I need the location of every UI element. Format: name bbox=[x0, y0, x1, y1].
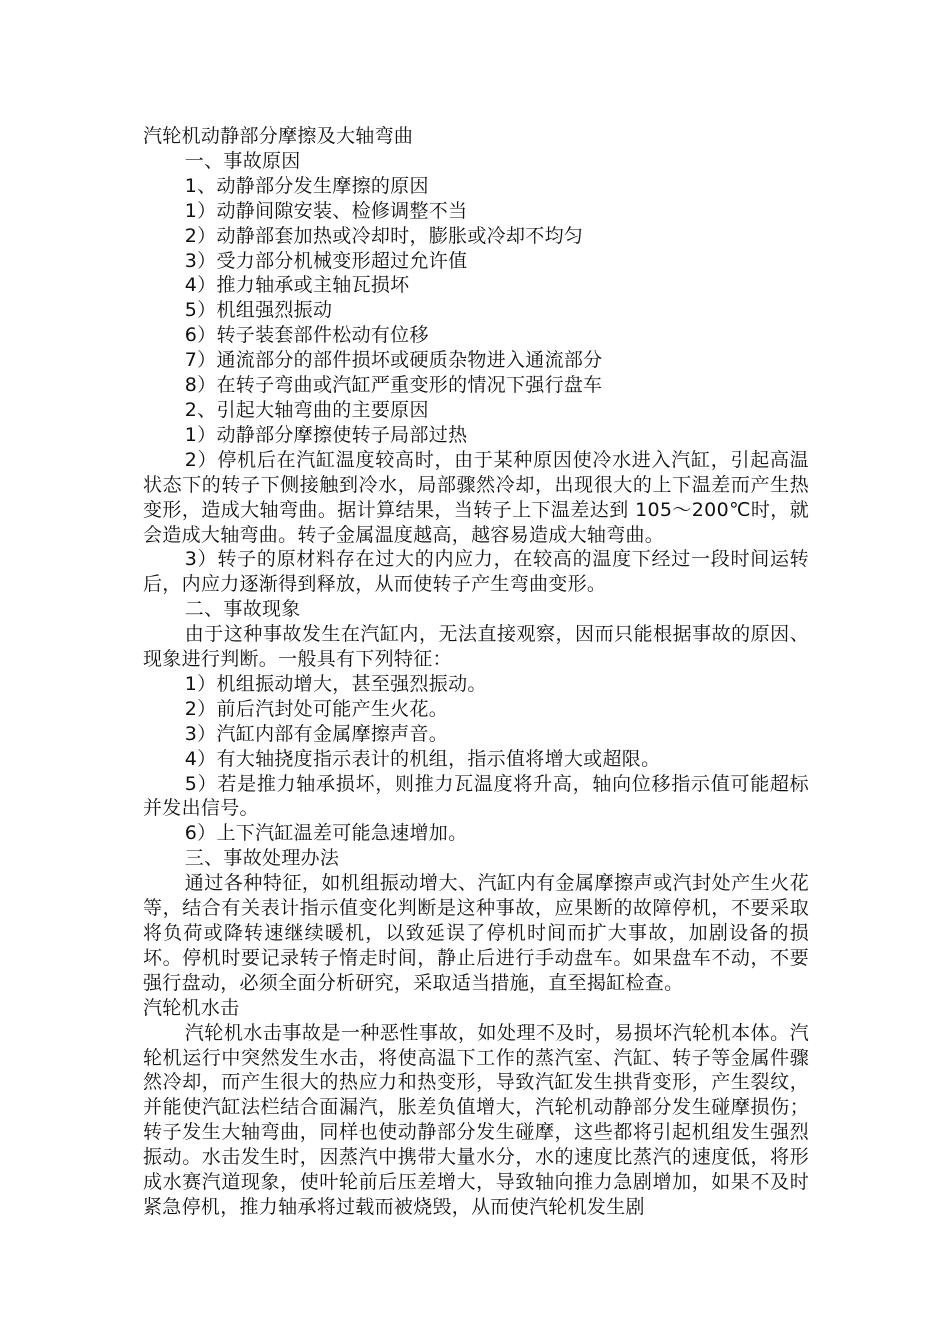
list-item: 2）停机后在汽缸温度较高时，由于某种原因使冷水进入汽缸，引起高温状态下的转子下侧接触到冷水，局部骤然冷却，出现很大的上下温差而产生热变形，造成大轴弯曲。据计算结果，当转子上下温差达到 105～200℃时，就会造成大轴弯曲。转子金属温度越高，越容易造成大轴弯曲。 bbox=[143, 448, 809, 546]
body-paragraph: 通过各种特征，如机组振动增大、汽缸内有金属摩擦声或汽封处产生火花等，结合有关表计指示值变化判断是这种事故，应果断的故障停机，不要采取将负荷或降转速继续暖机，以致延误了停机时间而扩大事故，加剧设备的损坏。停机时要记录转子惰走时间，静止后进行手动盘车。如果盘车不动，不要强行盘动，必须全面分析研究，采取适当措施，直至揭缸检查。 bbox=[143, 872, 809, 994]
list-item: 6）转子装套部件松动有位移 bbox=[184, 324, 429, 347]
document-page bbox=[143, 124, 809, 1220]
chapter-heading: 二、事故现象 bbox=[184, 598, 301, 621]
body-paragraph: 由于这种事故发生在汽缸内，无法直接观察，因而只能根据事故的原因、现象进行判断。一般具有下列特征： bbox=[143, 623, 809, 671]
list-item: 7）通流部分的部件损坏或硬质杂物进入通流部分 bbox=[184, 349, 603, 372]
list-item: 5）机组强烈振动 bbox=[184, 299, 333, 322]
list-item: 2）前后汽封处可能产生火花。 bbox=[184, 697, 449, 720]
list-item: 6）上下汽缸温差可能急速增加。 bbox=[184, 822, 468, 845]
list-item: 8）在转子弯曲或汽缸严重变形的情况下强行盘车 bbox=[184, 374, 603, 397]
list-item: 4）有大轴挠度指示表计的机组，指示值将增大或超限。 bbox=[184, 747, 661, 770]
list-item: 1）动静间隙安装、检修调整不当 bbox=[184, 199, 468, 222]
body-paragraph: 汽轮机水击事故是一种恶性事故，如处理不及时，易损坏汽轮机本体。汽轮机运行中突然发生水击，将使高温下工作的蒸汽室、汽缸、转子等金属件骤然冷却，而产生很大的热应力和热变形，导致汽缸发生拱背变形，产生裂纹，并能使汽缸法栏结合面漏汽，胀差负值增大，汽轮机动静部分发生碰摩损伤；转子发生大轴弯曲，同样也使动静部分发生碰摩，这些都将引起机组发生强烈振动。水击发生时，因蒸汽中携带大量水分，水的速度比蒸汽的速度低，将形成水赛汽道现象，使叶轮前后压差增大，导致轴向推力急剧增加，如果不及时紧急停机，推力轴承将过载而被烧毁，从而使汽轮机发生剧 bbox=[143, 1021, 809, 1218]
subsection-heading: 2、引起大轴弯曲的主要原因 bbox=[184, 398, 429, 421]
chapter-heading: 三、事故处理办法 bbox=[184, 847, 340, 870]
list-item: 4）推力轴承或主轴瓦损坏 bbox=[184, 274, 410, 297]
section-title: 汽轮机动静部分摩擦及大轴弯曲 bbox=[143, 125, 414, 147]
list-item: 2）动静部套加热或冷却时，膨胀或冷却不均匀 bbox=[184, 224, 584, 247]
subsection-heading: 1、动静部分发生摩擦的原因 bbox=[184, 174, 429, 197]
chapter-heading: 一、事故原因 bbox=[184, 149, 301, 172]
list-item: 5）若是推力轴承损坏，则推力瓦温度将升高，轴向位移指示值可能超标并发出信号。 bbox=[143, 772, 809, 820]
list-item: 3）受力部分机械变形超过允许值 bbox=[184, 249, 468, 272]
list-item: 1）机组振动增大，甚至强烈振动。 bbox=[184, 672, 487, 695]
list-item: 1）动静部分摩擦使转子局部过热 bbox=[184, 423, 468, 446]
list-item: 3）转子的原材料存在过大的内应力，在较高的温度下经过一段时间运转后，内应力逐渐得到释放，从而使转子产生弯曲变形。 bbox=[143, 548, 809, 596]
section-title: 汽轮机水击 bbox=[143, 996, 240, 1019]
list-item: 3）汽缸内部有金属摩擦声音。 bbox=[184, 722, 449, 745]
